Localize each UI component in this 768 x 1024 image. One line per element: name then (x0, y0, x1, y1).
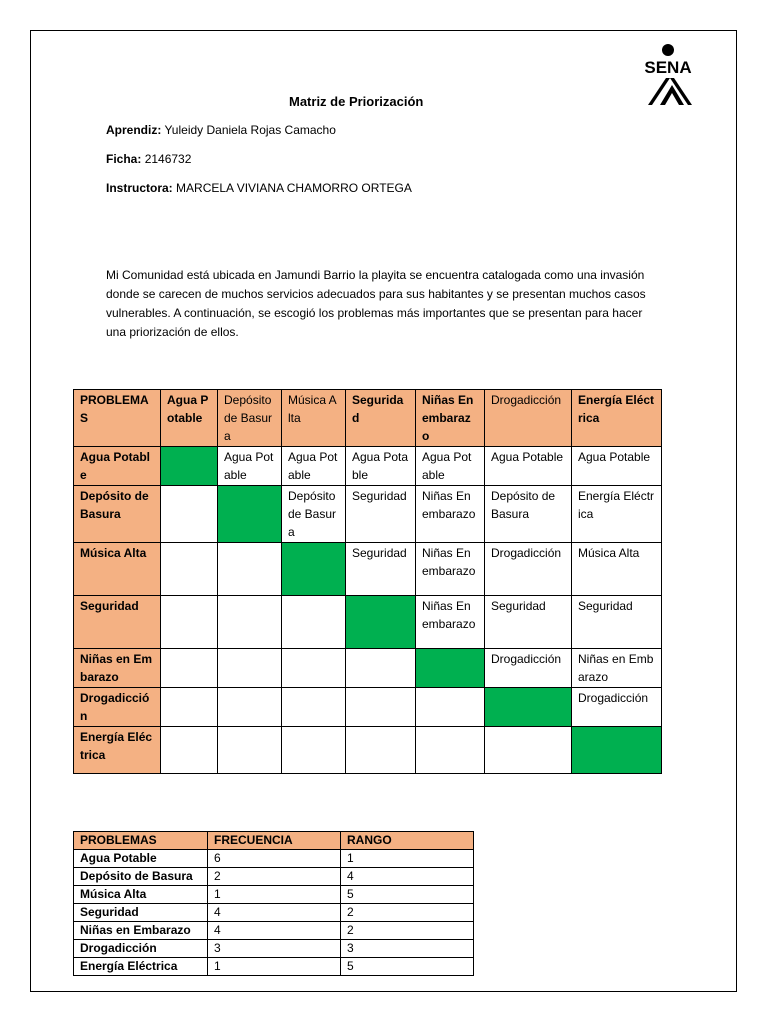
ranking-header-cell: FRECUENCIA (208, 832, 341, 850)
matrix-diagonal-cell (485, 688, 572, 727)
matrix-cell (346, 688, 416, 727)
ranking-row (74, 886, 474, 904)
ranking-rank: 2 (341, 922, 474, 940)
matrix-cell (218, 543, 282, 596)
matrix-cell: Seguridad (346, 543, 416, 596)
ranking-frequency: 1 (208, 958, 341, 976)
ranking-frequency: 6 (208, 850, 341, 868)
matrix-cell (161, 596, 218, 649)
matrix-cell: Depósito de Basura (282, 486, 346, 543)
ranking-frequency: 4 (208, 904, 341, 922)
matrix-row-label: Niñas en Embarazo (74, 649, 161, 688)
matrix-cell: Agua Potable (485, 447, 572, 486)
matrix-header-cell: Drogadicción (485, 390, 572, 447)
matrix-header-cell: PROBLEMAS (74, 390, 161, 447)
matrix-row-label: Energía Eléctrica (74, 727, 161, 774)
matrix-row-label: Música Alta (74, 543, 161, 596)
matrix-cell (218, 596, 282, 649)
matrix-diagonal-cell (161, 447, 218, 486)
matrix-cell (218, 649, 282, 688)
matrix-diagonal-cell (416, 649, 485, 688)
instructora-label: Instructora: (106, 181, 173, 195)
ranking-row (74, 850, 474, 868)
matrix-cell (282, 649, 346, 688)
matrix-diagonal-cell (282, 543, 346, 596)
aprendiz-value: Yuleidy Daniela Rojas Camacho (164, 123, 336, 137)
matrix-header-row (74, 390, 662, 447)
document-title: Matriz de Priorización (289, 94, 424, 109)
matrix-cell (218, 688, 282, 727)
ranking-row (74, 958, 474, 976)
aprendiz-label: Aprendiz: (106, 123, 162, 137)
matrix-cell: Niñas en Embarazo (572, 649, 662, 688)
matrix-cell: Drogadicción (572, 688, 662, 727)
matrix-cell: Seguridad (485, 596, 572, 649)
priority-matrix (73, 389, 662, 774)
matrix-cell: Niñas En embarazo (416, 596, 485, 649)
sena-logo-icon (622, 41, 714, 113)
matrix-cell (161, 649, 218, 688)
matrix-header-cell: Depósito de Basura (218, 390, 282, 447)
ranking-row (74, 940, 474, 958)
matrix-cell: Agua Potable (346, 447, 416, 486)
ranking-row (74, 904, 474, 922)
matrix-row-label: Agua Potable (74, 447, 161, 486)
matrix-header-cell: Energía Eléctrica (572, 390, 662, 447)
instructora-line (106, 181, 412, 195)
matrix-header-cell: Música Alta (282, 390, 346, 447)
matrix-cell (161, 543, 218, 596)
matrix-row-label: Drogadicción (74, 688, 161, 727)
intro-paragraph: Mi Comunidad está ubicada en Jamundi Barrio la playita se encuentra catalogada como una invasión donde se carecen de muchos servicios adecuados para sus habitantes y se presentan muchos casos vulnerables. A continuación, se escogió los problemas más importantes que se presentan para hacer una priorización de ellos. (106, 268, 646, 339)
matrix-row (74, 688, 662, 727)
matrix-cell (346, 727, 416, 774)
ranking-rank: 3 (341, 940, 474, 958)
matrix-row (74, 596, 662, 649)
ranking-frequency: 3 (208, 940, 341, 958)
matrix-row (74, 543, 662, 596)
ranking-row (74, 868, 474, 886)
aprendiz-line (106, 123, 336, 137)
matrix-cell: Depósito de Basura (485, 486, 572, 543)
matrix-row-label: Seguridad (74, 596, 161, 649)
matrix-cell: Agua Potable (282, 447, 346, 486)
ficha-line (106, 152, 191, 166)
matrix-cell: Niñas En embarazo (416, 543, 485, 596)
matrix-cell (416, 727, 485, 774)
matrix-cell: Seguridad (572, 596, 662, 649)
ranking-rank: 5 (341, 958, 474, 976)
matrix-cell (161, 486, 218, 543)
matrix-header-cell: Seguridad (346, 390, 416, 447)
instructora-value: MARCELA VIVIANA CHAMORRO ORTEGA (176, 181, 412, 195)
matrix-cell: Niñas En embarazo (416, 486, 485, 543)
ranking-header-cell: RANGO (341, 832, 474, 850)
matrix-cell (161, 688, 218, 727)
matrix-cell (161, 727, 218, 774)
matrix-cell: Agua Potable (416, 447, 485, 486)
matrix-diagonal-cell (346, 596, 416, 649)
matrix-cell (282, 727, 346, 774)
matrix-cell (485, 727, 572, 774)
matrix-diagonal-cell (572, 727, 662, 774)
matrix-header-cell: Niñas En embarazo (416, 390, 485, 447)
matrix-row (74, 727, 662, 774)
matrix-cell: Música Alta (572, 543, 662, 596)
ranking-problem: Drogadicción (74, 940, 208, 958)
matrix-cell: Agua Potable (218, 447, 282, 486)
matrix-cell: Agua Potable (572, 447, 662, 486)
ranking-problem: Seguridad (74, 904, 208, 922)
matrix-cell (282, 596, 346, 649)
sena-logo-text: SENA (644, 58, 692, 77)
matrix-row (74, 486, 662, 543)
ranking-header-row (74, 832, 474, 850)
ranking-table (73, 831, 474, 976)
matrix-cell: Drogadicción (485, 543, 572, 596)
ranking-problem: Niñas en Embarazo (74, 922, 208, 940)
ranking-problem: Energía Eléctrica (74, 958, 208, 976)
matrix-row-label: Depósito de Basura (74, 486, 161, 543)
ranking-rank: 2 (341, 904, 474, 922)
ranking-frequency: 4 (208, 922, 341, 940)
matrix-cell (218, 727, 282, 774)
ficha-value: 2146732 (144, 152, 192, 166)
matrix-cell: Energía Eléctrica (572, 486, 662, 543)
ranking-frequency: 2 (208, 868, 341, 886)
ranking-problem: Música Alta (74, 886, 208, 904)
ranking-header-cell: PROBLEMAS (74, 832, 208, 850)
matrix-cell: Seguridad (346, 486, 416, 543)
matrix-cell (282, 688, 346, 727)
ranking-row (74, 922, 474, 940)
matrix-cell (416, 688, 485, 727)
matrix-row (74, 649, 662, 688)
matrix-diagonal-cell (218, 486, 282, 543)
ficha-label: Ficha: (106, 152, 142, 166)
matrix-header-cell: Agua Potable (161, 390, 218, 447)
ranking-rank: 1 (341, 850, 474, 868)
matrix-row (74, 447, 662, 486)
ranking-frequency: 1 (208, 886, 341, 904)
sena-logo (622, 41, 714, 113)
matrix-cell (346, 649, 416, 688)
ranking-rank: 4 (341, 868, 474, 886)
matrix-cell: Drogadicción (485, 649, 572, 688)
ranking-rank: 5 (341, 886, 474, 904)
ranking-problem: Agua Potable (74, 850, 208, 868)
ranking-problem: Depósito de Basura (74, 868, 208, 886)
